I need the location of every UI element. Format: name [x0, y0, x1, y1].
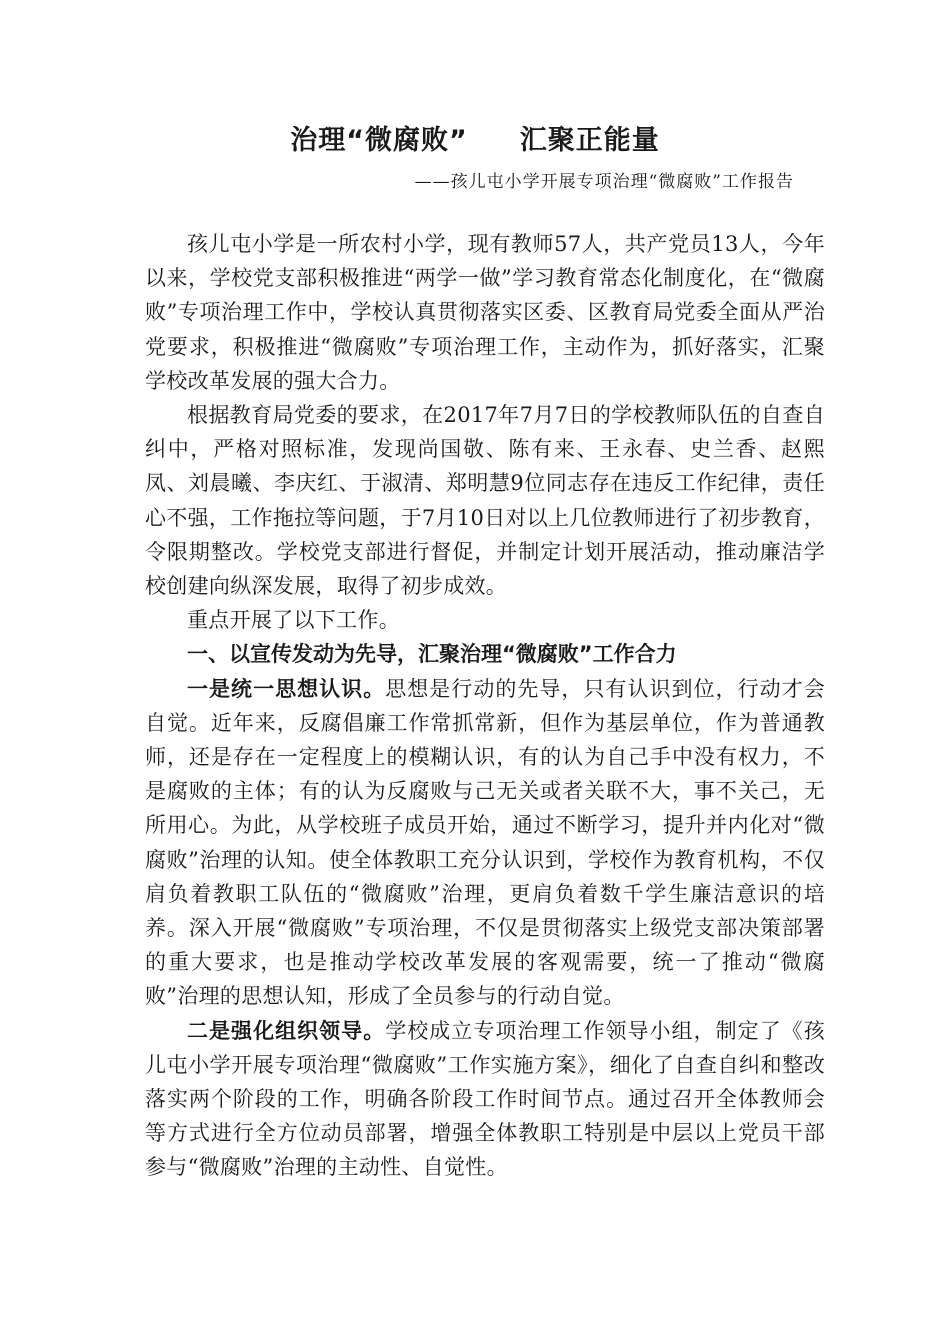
document-body [145, 227, 825, 1185]
title-part-1: 治理“微腐败” [290, 125, 468, 156]
document-subtitle: ——孩儿屯小学开展专项治理“微腐败”工作报告 [414, 172, 794, 192]
document-title [0, 118, 950, 157]
item-1-lead: 一是统一思想认识。 [187, 676, 386, 701]
paragraph-item-2 [145, 1014, 825, 1185]
item-1-text: 思想是行动的先导，只有认识到位，行动才会自觉。近年来，反腐倡廉工作常抓常新，但作为基层单位，作为普通教师，还是存在一定程度上的模糊认识，有的认为自己手中没有权力，不是腐败的主体；有的认为反腐败与己无关或者关联不大，事不关己，无所用心。为此，从学校班子成员开始，通过不断学习，提升并内化对“微腐败”治理的认知。使全体教职工充分认识到，学校作为教育机构，不仅肩负着教职工队伍的“微腐败”治理，更肩负着数千学生廉洁意识的培养。深入开展“微腐败”专项治理，不仅是贯彻落实上级党支部决策部署的重大要求，也是推动学校改革发展的客观需要，统一了推动“微腐败”治理的思想认知，形成了全员参与的行动自觉。 [145, 676, 826, 1009]
paragraph-item-1 [145, 672, 825, 1014]
item-2-text: 学校成立专项治理工作领导小组，制定了《孩儿屯小学开展专项治理“微腐败”工作实施方案》，细化了自查自纠和整改落实两个阶段的工作，明确各阶段工作时间节点。通过召开全体教师会等方式进行全方位动员部署，增强全体教职工特别是中层以上党员干部参与“微腐败”治理的主动性、自觉性。 [145, 1018, 826, 1180]
item-2-lead: 二是强化组织领导。 [187, 1018, 386, 1043]
paragraph-transition: 重点开展了以下工作。 [187, 608, 400, 633]
paragraph-findings: 根据教育局党委的要求，在2017年7月7日的学校教师队伍的自查自纠中，严格对照标准，发现尚国敬、陈有来、王永春、史兰香、赵熙凤、刘晨曦、李庆红、于淑清、郑明慧9位同志存在违反工作纪律，责任心不强，工作拖拉等问题，于7月10日对以上几位教师进行了初步教育，令限期整改。学校党支部进行督促，并制定计划开展活动，推动廉洁学校创建向纵深发展，取得了初步成效。 [145, 403, 825, 599]
title-part-2: 汇聚正能量 [519, 125, 660, 156]
paragraph-intro: 孩儿屯小学是一所农村小学，现有教师57人，共产党员13人，今年以来，学校党支部积极推进“两学一做”学习教育常态化制度化，在“微腐败”专项治理工作中，学校认真贯彻落实区委、区教育局党委全面从严治党要求，积极推进“微腐败”专项治理工作，主动作为，抓好落实，汇聚学校改革发展的强大合力。 [145, 232, 825, 393]
section-heading-1: 一、以宣传发动为先导，汇聚治理“微腐败”工作合力 [187, 642, 677, 667]
